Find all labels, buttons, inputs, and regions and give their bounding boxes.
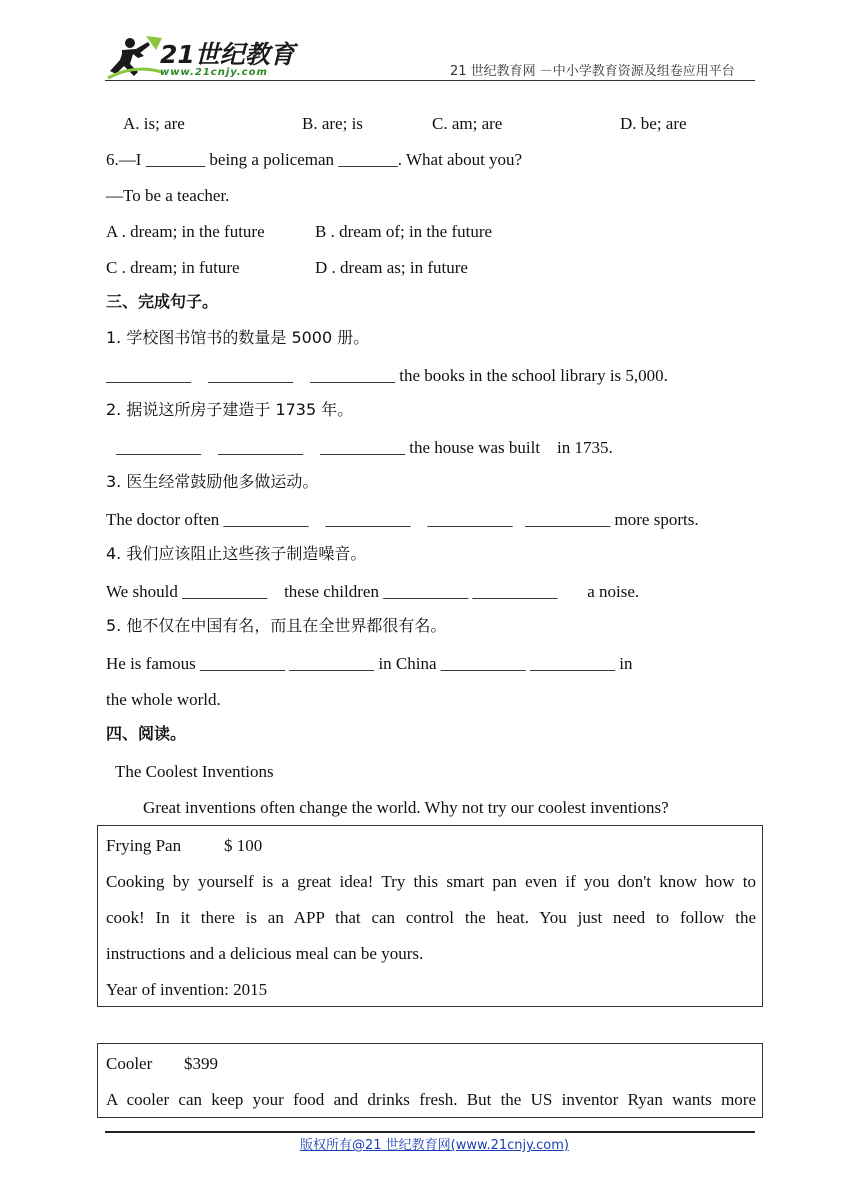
section4-title: 四、阅读。 xyxy=(106,724,187,743)
box1-line1: Cooking by yourself is a great idea! Try this smart pan even if you don't know how to xyxy=(106,872,756,891)
reading-intro: Great inventions often change the world. Why not try our coolest inventions? xyxy=(143,798,669,817)
q5-option-b: B. are; is xyxy=(302,114,363,133)
logo-text: 21世纪教育 xyxy=(160,40,295,69)
box1-year: Year of invention: 2015 xyxy=(106,980,268,999)
s3-item5-en: He is famous __________ __________ in China __________ __________ in xyxy=(106,654,633,673)
footer-copyright-link[interactable]: 版权所有@21 世纪教育网(www.21cnjy.com) xyxy=(300,1138,569,1153)
box1-line3: instructions and a delicious meal can be yours. xyxy=(106,944,424,963)
box1-price: $ 100 xyxy=(224,836,263,855)
box2-name: Cooler xyxy=(106,1054,153,1073)
s3-item5-en-cont: the whole world. xyxy=(106,690,221,709)
s3-item2-en: __________ __________ __________ the house was built in 1735. xyxy=(116,438,613,457)
box2-price: $399 xyxy=(184,1054,218,1073)
box1-name: Frying Pan xyxy=(106,836,182,855)
runner-logo-icon xyxy=(106,34,164,80)
s3-item4-cn: 4. 我们应该阻止这些孩子制造噪音。 xyxy=(106,544,367,563)
q5-option-a: A. is; are xyxy=(123,114,185,133)
q6-option-b: B . dream of; in the future xyxy=(315,222,493,241)
q6-option-c: C . dream; in future xyxy=(106,258,240,277)
header-divider xyxy=(105,80,755,81)
footer-divider xyxy=(105,1131,755,1133)
s3-item1-en: __________ __________ __________ the books in the school library is 5,000. xyxy=(106,366,668,385)
s3-item3-en: The doctor often __________ __________ __________ __________ more sports. xyxy=(106,510,699,529)
q6-option-d: D . dream as; in future xyxy=(315,258,468,277)
s3-item1-cn: 1. 学校图书馆书的数量是 5000 册。 xyxy=(106,328,370,347)
s3-item3-cn: 3. 医生经常鼓励他多做运动。 xyxy=(106,472,319,491)
invention-box-frying-pan xyxy=(97,825,763,1007)
logo-url: www.21cnjy.com xyxy=(160,67,268,78)
reading-title: The Coolest Inventions xyxy=(115,762,274,781)
q6-answer-line: —To be a teacher. xyxy=(106,186,230,205)
q6-stem: 6.—I _______ being a policeman _______. What about you? xyxy=(106,150,523,169)
invention-box-cooler xyxy=(97,1043,763,1118)
q5-option-d: D. be; are xyxy=(620,114,687,133)
q6-option-a: A . dream; in the future xyxy=(106,222,265,241)
box1-line2: cook! In it there is an APP that can control the heat. You just need to follow the xyxy=(106,908,756,927)
section3-title: 三、完成句子。 xyxy=(106,292,219,311)
s3-item5-cn: 5. 他不仅在中国有名，而且在全世界都很有名。 xyxy=(106,616,447,635)
q5-option-c: C. am; are xyxy=(432,114,503,133)
s3-item4-en: We should __________ these children __________ __________ a noise. xyxy=(106,582,640,601)
box2-line1: A cooler can keep your food and drinks fresh. But the US inventor Ryan wants more xyxy=(106,1090,756,1109)
site-name: 21 世纪教育网 －中小学教育资源及组卷应用平台 xyxy=(450,64,735,79)
s3-item2-cn: 2. 据说这所房子建造于 1735 年。 xyxy=(106,400,354,419)
